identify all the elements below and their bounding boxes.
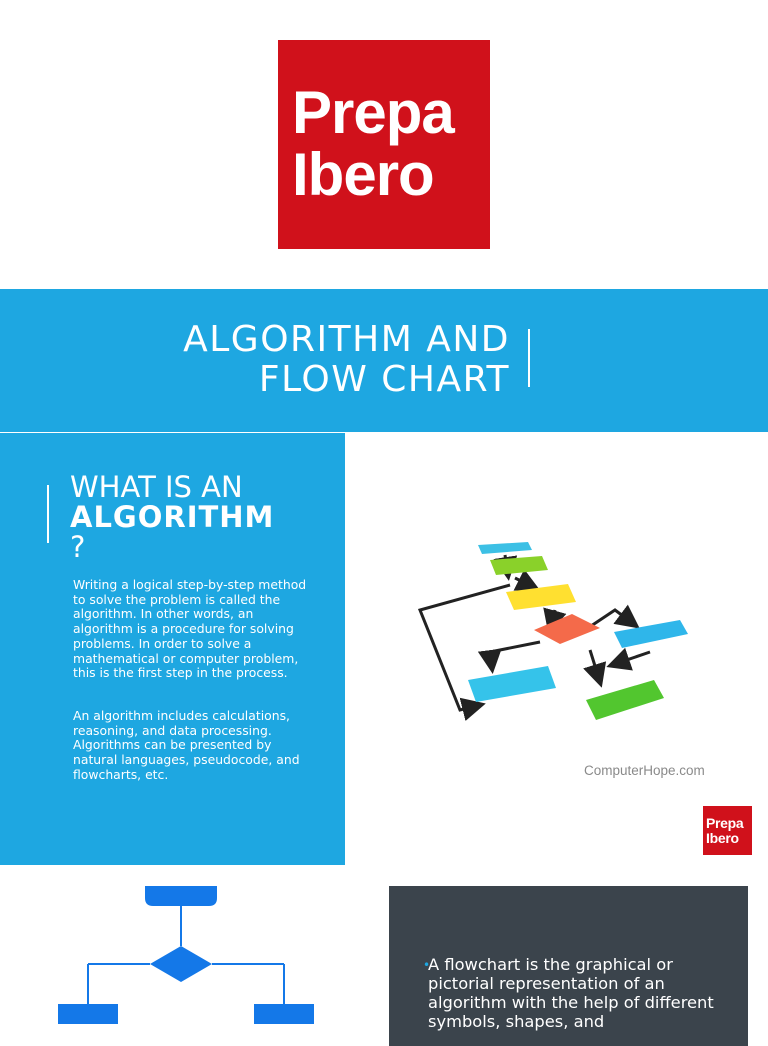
flowchart-blocks <box>468 542 688 720</box>
algorithm-paragraph-1: Writing a logical step-by-step method to solve the problem is called the algorithm. In other words, an algorithm is a procedure for solving problems. In order to solve a mathematical or computer problem, this is the first step in the process. <box>73 577 307 681</box>
slide-title <box>120 320 510 400</box>
slide-title-line1: ALGORITHM AND <box>183 319 510 360</box>
logo-line2: Ibero <box>292 141 434 208</box>
algorithm-paragraph-2: An algorithm includes calculations, reasoning, and data processing. Algorithms can be presented by natural languages, pseudocode, and flowcharts, etc. <box>73 708 300 782</box>
prepa-ibero-logo <box>278 40 490 249</box>
heading-accent-bar <box>47 485 49 543</box>
heading-line2: ALGORITHM <box>70 500 275 534</box>
flowchart-definition-panel <box>389 886 748 1046</box>
slide-title-line2: FLOW CHART <box>258 359 510 400</box>
decision-diamond <box>150 946 212 982</box>
flowchart-illustration <box>400 520 730 750</box>
image-credit: ComputerHope.com <box>584 763 705 778</box>
process-box-right <box>254 1004 314 1024</box>
title-accent-bar <box>528 329 530 387</box>
small-logo-line2: Ibero <box>706 830 739 846</box>
prepa-ibero-logo-small <box>703 806 752 855</box>
title-band <box>0 289 768 432</box>
flowchart-definition-text: A flowchart is the graphical or pictorial representation of an algorithm with the help of different symbols, shapes, and <box>428 955 714 1031</box>
algorithm-text-panel <box>0 433 345 865</box>
flowchart-diagram <box>0 866 380 1024</box>
terminal-shape <box>145 886 217 906</box>
small-logo-line1: Prepa <box>706 815 744 831</box>
process-box-left <box>58 1004 118 1024</box>
heading-line1: WHAT IS AN <box>70 470 243 504</box>
bullet-icon: • <box>423 958 431 972</box>
heading-line3: ? <box>70 530 86 564</box>
logo-line1: Prepa <box>292 79 454 146</box>
